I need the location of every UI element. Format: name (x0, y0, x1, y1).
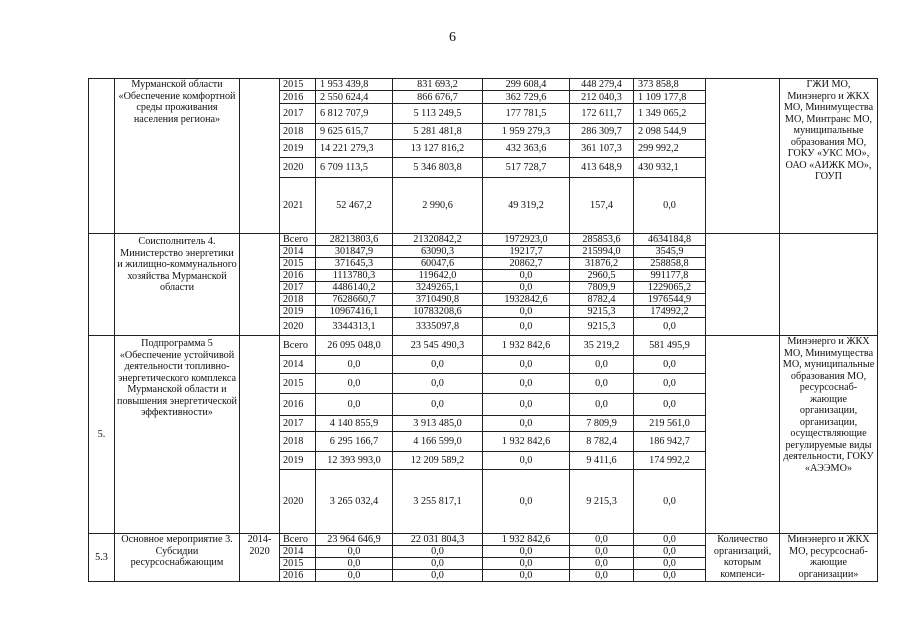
value-cell: 0,0 (483, 452, 570, 470)
period-cell (240, 79, 280, 234)
value-cell: 0,0 (570, 546, 634, 558)
value-cell: 0,0 (634, 534, 706, 546)
value-cell: 430 932,1 (634, 158, 706, 178)
row-number-cell: 5.3 (89, 534, 115, 582)
table-row (89, 234, 878, 246)
value-cell: 8782,4 (570, 294, 634, 306)
value-cell: 6 812 707,9 (316, 104, 393, 124)
value-cell: 2 990,6 (393, 178, 483, 234)
year-cell: 2019 (280, 306, 316, 318)
value-cell: 0,0 (634, 356, 706, 374)
program-funding-table (88, 78, 878, 582)
period-cell (240, 336, 280, 534)
value-cell: 0,0 (393, 374, 483, 394)
value-cell: 3 265 032,4 (316, 470, 393, 534)
value-cell: 1932842,6 (483, 294, 570, 306)
value-cell: 362 729,6 (483, 91, 570, 104)
value-cell: 448 279,4 (570, 79, 634, 91)
value-cell: 0,0 (483, 318, 570, 336)
year-cell: Всего (280, 534, 316, 546)
value-cell: 301847,9 (316, 246, 393, 258)
value-cell: 0,0 (483, 558, 570, 570)
indicator-cell: Количество организаций, которым компенси- (706, 534, 780, 582)
value-cell: 1 953 439,8 (316, 79, 393, 91)
value-cell: 5 346 803,8 (393, 158, 483, 178)
year-cell: 2020 (280, 318, 316, 336)
value-cell: 0,0 (570, 534, 634, 546)
value-cell: 0,0 (634, 470, 706, 534)
value-cell: 1 932 842,6 (483, 534, 570, 546)
value-cell: 0,0 (483, 306, 570, 318)
year-cell: 2017 (280, 416, 316, 432)
value-cell: 0,0 (483, 270, 570, 282)
value-cell: 1 932 842,6 (483, 432, 570, 452)
value-cell: 212 040,3 (570, 91, 634, 104)
value-cell: 5 113 249,5 (393, 104, 483, 124)
value-cell: 20862,7 (483, 258, 570, 270)
value-cell: 0,0 (483, 282, 570, 294)
value-cell: 13 127 816,2 (393, 140, 483, 158)
value-cell: 23 964 646,9 (316, 534, 393, 546)
value-cell: 0,0 (570, 356, 634, 374)
value-cell: 0,0 (316, 570, 393, 582)
value-cell: 258858,8 (634, 258, 706, 270)
value-cell: 3 913 485,0 (393, 416, 483, 432)
value-cell: 0,0 (634, 558, 706, 570)
value-cell: 7 809,9 (570, 416, 634, 432)
value-cell: 52 467,2 (316, 178, 393, 234)
value-cell: 0,0 (316, 558, 393, 570)
value-cell: 1 349 065,2 (634, 104, 706, 124)
value-cell: 0,0 (393, 356, 483, 374)
value-cell: 9 215,3 (570, 470, 634, 534)
value-cell: 28213803,6 (316, 234, 393, 246)
value-cell: 31876,2 (570, 258, 634, 270)
table-row (89, 79, 878, 91)
value-cell: 172 611,7 (570, 104, 634, 124)
year-cell: 2016 (280, 91, 316, 104)
value-cell: 6 709 113,5 (316, 158, 393, 178)
value-cell: 5 281 481,8 (393, 124, 483, 140)
value-cell: 991177,8 (634, 270, 706, 282)
value-cell: 0,0 (483, 470, 570, 534)
value-cell: 831 693,2 (393, 79, 483, 91)
value-cell: 0,0 (316, 546, 393, 558)
row-number-cell (89, 234, 115, 336)
value-cell: 9215,3 (570, 318, 634, 336)
value-cell: 9 411,6 (570, 452, 634, 470)
value-cell: 3 255 817,1 (393, 470, 483, 534)
year-cell: 2014 (280, 356, 316, 374)
year-cell: 2020 (280, 158, 316, 178)
executors-cell: Минэнерго и ЖКХ МО, Минимущества МО, муниципальные образования МО, ресурсоснаб-жающие организации, организации, осуществляющие регулируемые виды деятельности, ГОКУ «АЭЭМО» (780, 336, 878, 534)
value-cell: 3335097,8 (393, 318, 483, 336)
value-cell: 0,0 (483, 570, 570, 582)
value-cell: 4 166 599,0 (393, 432, 483, 452)
value-cell: 1229065,2 (634, 282, 706, 294)
value-cell: 4486140,2 (316, 282, 393, 294)
value-cell: 1 932 842,6 (483, 336, 570, 356)
value-cell: 8 782,4 (570, 432, 634, 452)
value-cell: 0,0 (483, 356, 570, 374)
value-cell: 0,0 (634, 570, 706, 582)
value-cell: 63090,3 (393, 246, 483, 258)
value-cell: 1972923,0 (483, 234, 570, 246)
value-cell: 0,0 (570, 570, 634, 582)
value-cell: 0,0 (483, 374, 570, 394)
value-cell: 7809,9 (570, 282, 634, 294)
value-cell: 12 209 589,2 (393, 452, 483, 470)
value-cell: 1 959 279,3 (483, 124, 570, 140)
value-cell: 4634184,8 (634, 234, 706, 246)
value-cell: 119642,0 (393, 270, 483, 282)
value-cell: 4 140 855,9 (316, 416, 393, 432)
value-cell: 10967416,1 (316, 306, 393, 318)
value-cell: 0,0 (393, 570, 483, 582)
indicator-cell (706, 234, 780, 336)
year-cell: 2014 (280, 246, 316, 258)
value-cell: 0,0 (570, 394, 634, 416)
value-cell: 0,0 (634, 394, 706, 416)
value-cell: 0,0 (634, 318, 706, 336)
value-cell: 517 728,7 (483, 158, 570, 178)
subprogram-title: Мурманской области «Обеспечение комфортной среды проживания населения региона» (115, 79, 240, 234)
page-number: 6 (449, 30, 456, 45)
value-cell: 157,4 (570, 178, 634, 234)
year-cell: 2017 (280, 282, 316, 294)
year-cell: Всего (280, 336, 316, 356)
value-cell: 3545,9 (634, 246, 706, 258)
year-cell: 2017 (280, 104, 316, 124)
value-cell: 0,0 (634, 178, 706, 234)
value-cell: 3344313,1 (316, 318, 393, 336)
year-cell: 2015 (280, 558, 316, 570)
year-cell: 2019 (280, 452, 316, 470)
value-cell: 581 495,9 (634, 336, 706, 356)
value-cell: 286 309,7 (570, 124, 634, 140)
value-cell: 0,0 (316, 394, 393, 416)
value-cell: 285853,6 (570, 234, 634, 246)
value-cell: 1976544,9 (634, 294, 706, 306)
value-cell: 432 363,6 (483, 140, 570, 158)
year-cell: 2021 (280, 178, 316, 234)
value-cell: 49 319,2 (483, 178, 570, 234)
value-cell: 215994,0 (570, 246, 634, 258)
value-cell: 12 393 993,0 (316, 452, 393, 470)
year-cell: 2020 (280, 470, 316, 534)
period-cell: 2014-2020 (240, 534, 280, 582)
year-cell: 2016 (280, 394, 316, 416)
row-number-cell: 5. (89, 336, 115, 534)
year-cell: 2019 (280, 140, 316, 158)
value-cell: 14 221 279,3 (316, 140, 393, 158)
row-number-cell (89, 79, 115, 234)
value-cell: 299 992,2 (634, 140, 706, 158)
year-cell: Всего (280, 234, 316, 246)
value-cell: 361 107,3 (570, 140, 634, 158)
year-cell: 2015 (280, 374, 316, 394)
value-cell: 0,0 (393, 546, 483, 558)
value-cell: 26 095 048,0 (316, 336, 393, 356)
year-cell: 2015 (280, 258, 316, 270)
value-cell: 0,0 (316, 356, 393, 374)
value-cell: 35 219,2 (570, 336, 634, 356)
value-cell: 2 098 544,9 (634, 124, 706, 140)
value-cell: 21320842,2 (393, 234, 483, 246)
executors-cell: Минэнерго и ЖКХ МО, ресурсоснаб-жающие организации» (780, 534, 878, 582)
year-cell: 2016 (280, 570, 316, 582)
value-cell: 373 858,8 (634, 79, 706, 91)
year-cell: 2018 (280, 294, 316, 306)
table-body (89, 79, 878, 582)
value-cell: 0,0 (570, 374, 634, 394)
table-row (89, 336, 878, 356)
value-cell: 2960,5 (570, 270, 634, 282)
value-cell: 0,0 (316, 374, 393, 394)
value-cell: 1113780,3 (316, 270, 393, 282)
value-cell: 3249265,1 (393, 282, 483, 294)
year-cell: 2014 (280, 546, 316, 558)
value-cell: 19217,7 (483, 246, 570, 258)
value-cell: 0,0 (483, 394, 570, 416)
value-cell: 177 781,5 (483, 104, 570, 124)
value-cell: 3710490,8 (393, 294, 483, 306)
indicator-cell (706, 336, 780, 534)
indicator-cell (706, 79, 780, 234)
value-cell: 60047,6 (393, 258, 483, 270)
value-cell: 866 676,7 (393, 91, 483, 104)
value-cell: 219 561,0 (634, 416, 706, 432)
value-cell: 22 031 804,3 (393, 534, 483, 546)
value-cell: 413 648,9 (570, 158, 634, 178)
year-cell: 2015 (280, 79, 316, 91)
year-cell: 2018 (280, 124, 316, 140)
value-cell: 9 625 615,7 (316, 124, 393, 140)
value-cell: 6 295 166,7 (316, 432, 393, 452)
subprogram-title: Подпрограмма 5 «Обеспечение устойчивой деятельности топливно-энергетического комплекса Мурманской области и повышения энергетической эффективности» (115, 336, 240, 534)
executors-cell (780, 234, 878, 336)
value-cell: 186 942,7 (634, 432, 706, 452)
value-cell: 0,0 (393, 394, 483, 416)
year-cell: 2016 (280, 270, 316, 282)
value-cell: 0,0 (483, 416, 570, 432)
value-cell: 9215,3 (570, 306, 634, 318)
value-cell: 174 992,2 (634, 452, 706, 470)
coexecutor-title: Соисполнитель 4. Министерство энергетики и жилищно-коммунального хозяйства Мурманской области (115, 234, 240, 336)
year-cell: 2018 (280, 432, 316, 452)
value-cell: 0,0 (393, 558, 483, 570)
period-cell (240, 234, 280, 336)
value-cell: 1 109 177,8 (634, 91, 706, 104)
value-cell: 0,0 (570, 558, 634, 570)
value-cell: 371645,3 (316, 258, 393, 270)
value-cell: 23 545 490,3 (393, 336, 483, 356)
activity-title: Основное мероприятие 3. Субсидии ресурсоснабжающим (115, 534, 240, 582)
table-row (89, 534, 878, 546)
value-cell: 0,0 (634, 374, 706, 394)
value-cell: 0,0 (483, 546, 570, 558)
value-cell: 299 608,4 (483, 79, 570, 91)
value-cell: 2 550 624,4 (316, 91, 393, 104)
value-cell: 10783208,6 (393, 306, 483, 318)
value-cell: 174992,2 (634, 306, 706, 318)
value-cell: 7628660,7 (316, 294, 393, 306)
executors-cell: ГЖИ МО, Минэнерго и ЖКХ МО, Минимущества МО, Минтранс МО, муниципальные образования МО, ГОКУ «УКС МО», ОАО «АИЖК МО», ГОУП (780, 79, 878, 234)
value-cell: 0,0 (634, 546, 706, 558)
